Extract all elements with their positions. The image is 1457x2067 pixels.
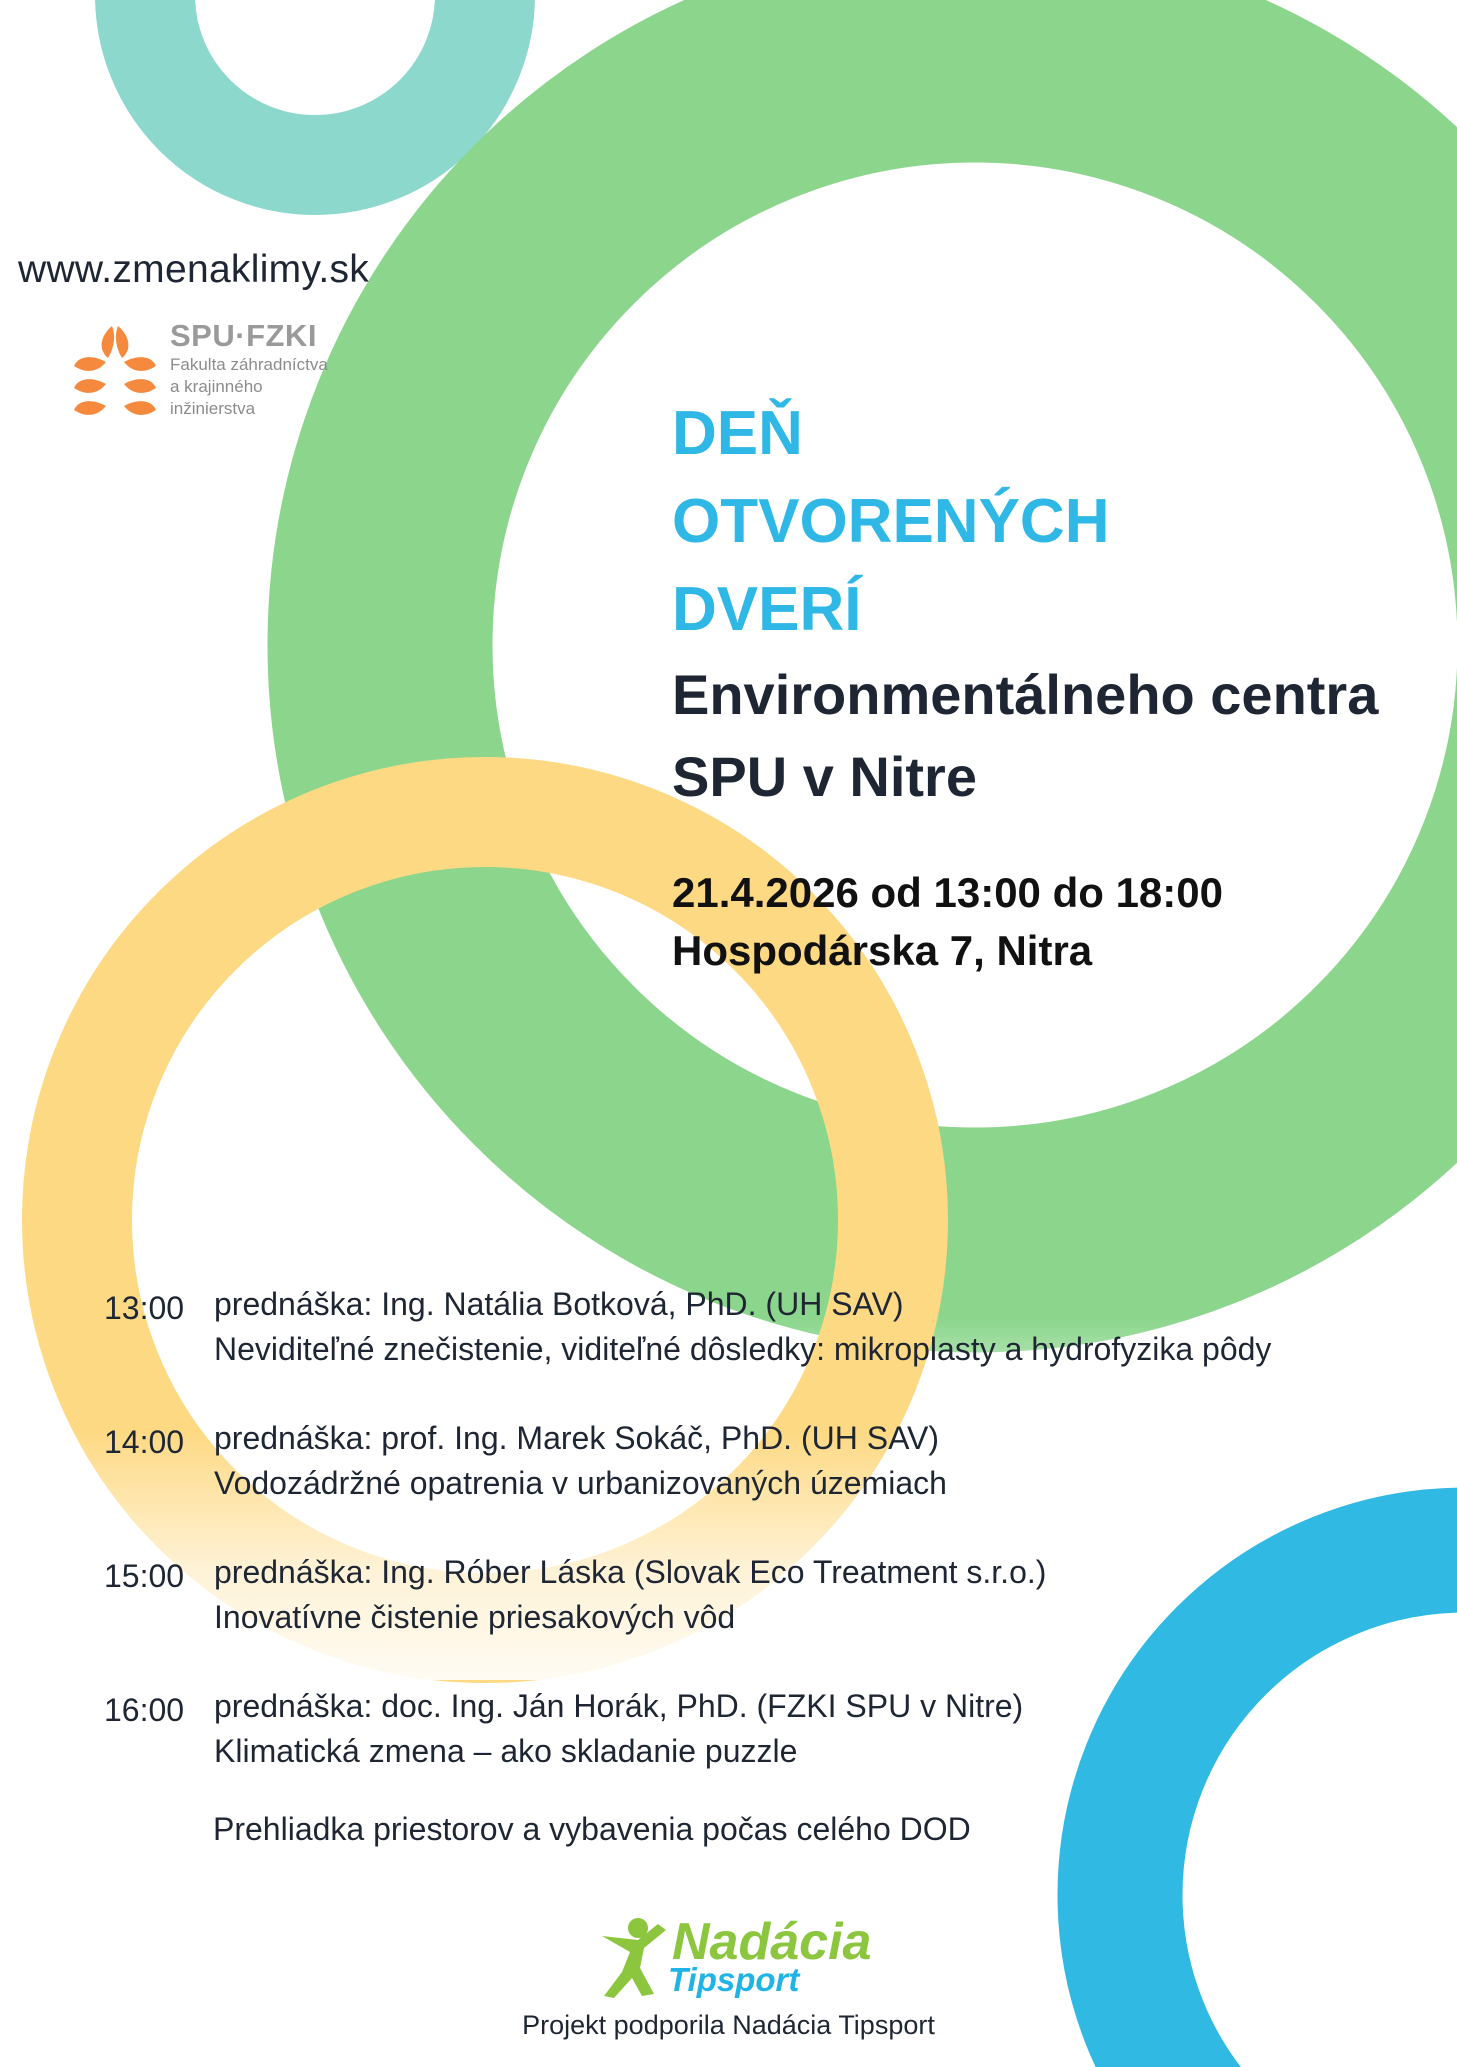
- wheat-leaf-icon: [72, 318, 158, 422]
- schedule-speaker: prednáška: doc. Ing. Ján Horák, PhD. (FZKI SPU v Nitre): [214, 1688, 1024, 1724]
- schedule-topic: Neviditeľné znečistenie, viditeľné dôsledky: mikroplasty a hydrofyzika pôdy: [214, 1331, 1272, 1367]
- sponsor-sub: Tipsport: [668, 1961, 800, 1998]
- spu-fzki-logo: [72, 318, 372, 428]
- logo-subtitle: [170, 354, 370, 420]
- schedule-time: 13:00: [104, 1290, 185, 1326]
- logo-name: SPU·FZKI: [170, 318, 317, 353]
- title-line: DEŇ: [672, 399, 803, 468]
- logo-subtitle-line: inžinierstva: [170, 399, 256, 418]
- schedule-speaker: prednáška: Ing. Róber Láska (Slovak Eco Treatment s.r.o.): [214, 1554, 1047, 1590]
- schedule-topic: Inovatívne čistenie priesakových vôd: [214, 1599, 736, 1635]
- schedule-item: [104, 1416, 1404, 1550]
- title-line: Environmentálneho centra: [672, 663, 1379, 726]
- schedule-list: [104, 1282, 1404, 1818]
- schedule-item: [104, 1684, 1404, 1818]
- sponsor-logo: [596, 1912, 876, 2002]
- event-date-time: 21.4.2026 od 13:00 do 18:00: [672, 869, 1223, 916]
- title-line: OTVORENÝCH: [672, 487, 1110, 556]
- schedule-time: 15:00: [104, 1558, 185, 1594]
- schedule-item: [104, 1282, 1404, 1416]
- logo-subtitle-line: a krajinného: [170, 377, 263, 396]
- tour-note: Prehliadka priestorov a vybavenia počas celého DOD: [213, 1811, 971, 1847]
- event-address: Hospodárska 7, Nitra: [672, 927, 1093, 974]
- title-line: SPU v Nitre: [672, 745, 977, 808]
- schedule-time: 16:00: [104, 1692, 185, 1728]
- schedule-speaker: prednáška: prof. Ing. Marek Sokáč, PhD. (UH SAV): [214, 1420, 940, 1456]
- sponsor-name: Nadácia: [672, 1913, 872, 1971]
- schedule-time: 14:00: [104, 1424, 185, 1460]
- support-note: Projekt podporila Nadácia Tipsport: [522, 2010, 935, 2040]
- person-jumping-icon: [596, 1916, 670, 2000]
- event-details: [672, 864, 1223, 980]
- event-title: [672, 390, 1432, 818]
- logo-subtitle-line: Fakulta záhradníctva: [170, 355, 328, 374]
- title-line: DVERÍ: [672, 575, 862, 644]
- teal-ring: [145, 0, 485, 165]
- schedule-topic: Vodozádržné opatrenia v urbanizovaných územiach: [214, 1465, 947, 1501]
- website-url[interactable]: www.zmenaklimy.sk: [18, 248, 370, 291]
- schedule-speaker: prednáška: Ing. Natália Botková, PhD. (UH SAV): [214, 1286, 904, 1322]
- schedule-item: [104, 1550, 1404, 1684]
- schedule-topic: Klimatická zmena – ako skladanie puzzle: [214, 1733, 798, 1769]
